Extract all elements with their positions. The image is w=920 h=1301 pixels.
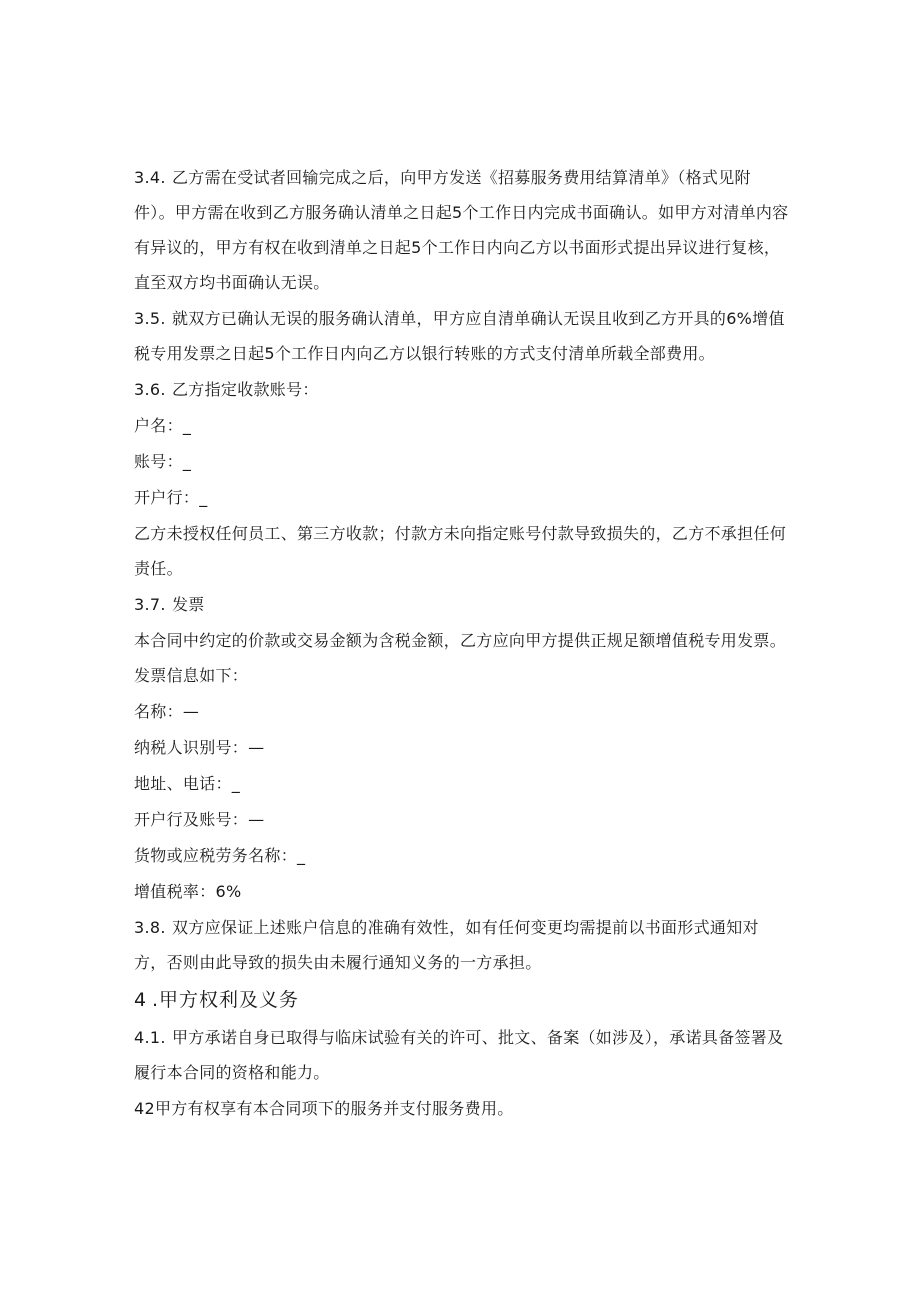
section-title: .甲方权利及义务 <box>152 989 300 1011</box>
invoice-goods-line: 货物或应税劳务名称：_ <box>134 846 306 865</box>
clause-4-1 <box>134 1020 790 1090</box>
document-page <box>134 160 790 1126</box>
clause-3-7 <box>134 587 790 622</box>
clause-4-2: 42甲方有权享有本合同项下的服务并支付服务费用。 <box>134 1099 514 1118</box>
invoice-bank-account-line: 开户行及账号：— <box>134 810 265 829</box>
clause-text: 乙方需在受试者回输完成之后，向甲方发送《招募服务费用结算清单》（格式见附件）。甲方需在收到乙方服务确认清单之日起5个工作日内完成书面确认。如甲方对清单内容有异议的，甲方有权在收到清单之日起5个工作日内向乙方以书面形式提出异议进行复核，直至双方均书面确认无误。 <box>134 168 789 292</box>
clause-3-8 <box>134 910 790 980</box>
invoice-tax-rate-line: 增值税率：6% <box>134 882 242 901</box>
clause-text: 就双方已确认无误的服务确认清单，甲方应自清单确认无误且收到乙方开具的6%增值税专用发票之日起5个工作日内向乙方以银行转账的方式支付清单所载全部费用。 <box>134 309 785 363</box>
clause-text: 双方应保证上述账户信息的准确有效性，如有任何变更均需提前以书面形式通知对方，否则由此导致的损失由未履行通知义务的一方承担。 <box>134 918 759 972</box>
clause-text: 乙方指定收款账号： <box>172 380 319 399</box>
clause-number: 3.5. <box>134 309 166 328</box>
section-4-heading <box>134 981 790 1019</box>
clause-number: 3.6. <box>134 380 166 399</box>
invoice-taxpayer-id-line: 纳税人识别号：— <box>134 738 265 757</box>
invoice-name-line: 名称：— <box>134 702 200 721</box>
clause-3-4 <box>134 160 790 300</box>
invoice-address-phone-line: 地址、电话：_ <box>134 774 241 793</box>
clause-number: 3.8. <box>134 918 166 937</box>
account-name-line: 户名：_ <box>134 416 192 435</box>
clause-text: 发票 <box>172 595 205 614</box>
bank-line: 开户行：_ <box>134 488 208 507</box>
clause-3-6 <box>134 372 790 407</box>
clause-number: 3.4. <box>134 168 166 187</box>
clause-number: 4.1. <box>134 1028 166 1047</box>
clause-number: 3.7. <box>134 595 166 614</box>
clause-text: 甲方承诺自身已取得与临床试验有关的许可、批文、备案（如涉及），承诺具备签署及履行本合同的资格和能力。 <box>134 1028 784 1082</box>
invoice-description: 本合同中约定的价款或交易金额为含税金额，乙方应向甲方提供正规足额增值税专用发票。发票信息如下： <box>134 631 787 685</box>
clause-3-5 <box>134 301 790 371</box>
payment-liability-note: 乙方未授权任何员工、第三方收款；付款方未向指定账号付款导致损失的，乙方不承担任何责任。 <box>134 524 787 578</box>
section-number: 4 <box>134 989 148 1011</box>
account-number-line: 账号：_ <box>134 452 192 471</box>
